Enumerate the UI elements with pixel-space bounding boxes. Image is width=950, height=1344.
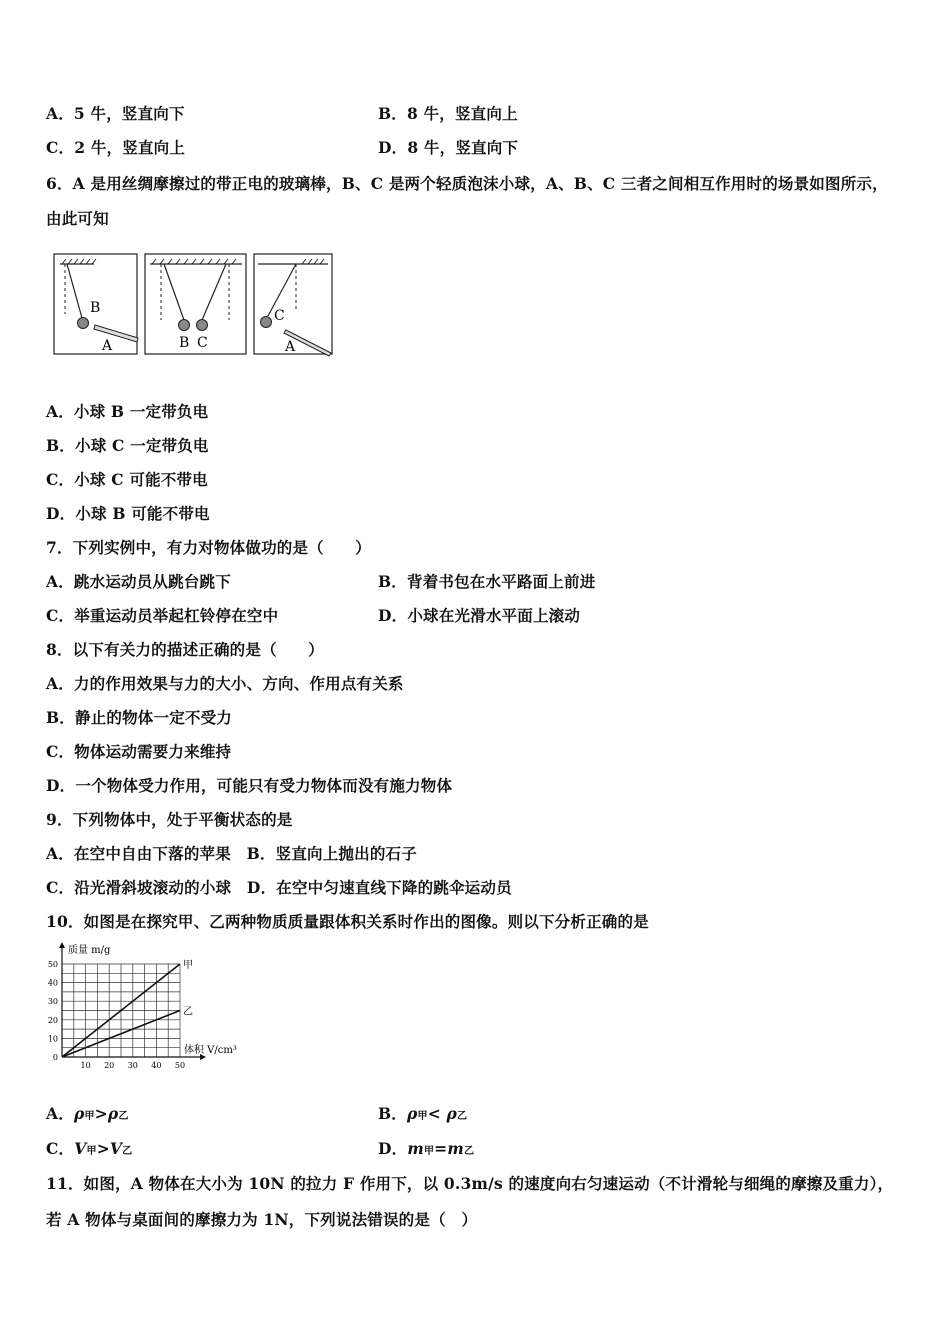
x-tick-label: 30 [127, 1061, 138, 1070]
q7-stem: 7．下列实例中，有力对物体做功的是（ ） [46, 538, 371, 557]
q10-option-d-left-sub: 甲 [423, 1146, 435, 1157]
q6-panel1-ball-label: B [90, 300, 101, 316]
q9-options-row2: C．沿光滑斜坡滚动的小球 D．在空中匀速直线下降的跳伞运动员 [46, 878, 512, 897]
q10-option-a-left: ρ [73, 1104, 85, 1123]
q10-option-a-right: ρ [107, 1104, 119, 1123]
q10-option-c-op: > [96, 1139, 110, 1158]
chart-series [62, 959, 193, 1057]
q8-option-b: B．静止的物体一定不受力 [46, 708, 233, 727]
q10-option-c-left-sub: 甲 [86, 1146, 97, 1157]
q10-option-d-right: m [447, 1139, 464, 1158]
q10-option-a-op: > [94, 1104, 108, 1123]
series-label-yi: 乙 [183, 1006, 193, 1018]
q10-option-b-op: < [427, 1104, 447, 1123]
x-tick-label: 20 [104, 1061, 115, 1070]
q6-option-a: A．小球 B 一定带负电 [46, 402, 209, 421]
ball-c-icon [261, 317, 272, 328]
q6-stem-line2: 由此可知 [46, 209, 109, 228]
q10-option-a-left-sub: 甲 [84, 1111, 95, 1122]
y-tick-label: 50 [47, 960, 58, 969]
ball-b-icon [78, 318, 89, 329]
q10-option-c-label: C． [46, 1139, 75, 1158]
q10-option-c-left: V [74, 1139, 87, 1158]
q10-option-d [378, 1137, 474, 1159]
rod-a-icon [94, 325, 138, 342]
q10-option-a-label: A． [46, 1104, 74, 1123]
y-tick-label: 30 [47, 997, 58, 1007]
q7-option-a: A．跳水运动员从跳台跳下 [46, 572, 231, 591]
q9-stem: 9．下列物体中，处于平衡状态的是 [46, 810, 293, 829]
q8-option-d: D．一个物体受力作用，可能只有受力物体而没有施力物体 [46, 776, 453, 795]
q10-option-a [46, 1102, 129, 1124]
q10-option-b-left-sub: 甲 [417, 1111, 428, 1122]
q10-stem: 10．如图是在探究甲、乙两种物质质量跟体积关系时作出的图像。则以下分析正确的是 [46, 912, 649, 931]
q7-option-b: B．背着书包在水平路面上前进 [378, 572, 596, 591]
x-tick-label: 50 [174, 1061, 186, 1070]
q11-stem-line2: 若 A 物体与桌面间的摩擦力为 1N，下列说法错误的是（ ） [46, 1210, 478, 1229]
q8-option-a: A．力的作用效果与力的大小、方向、作用点有关系 [46, 674, 404, 693]
x-tick-label: 10 [80, 1061, 91, 1070]
q10-option-d-label: D． [378, 1139, 408, 1158]
q5-option-a: A．5 牛，竖直向下 [46, 104, 185, 123]
q6-panel3-ball-label: C [274, 308, 285, 324]
q9-options-row1: A．在空中自由下落的苹果 B．竖直向上抛出的石子 [46, 844, 417, 863]
q6-panel1-rod-label: A [102, 338, 113, 354]
ball-b-icon [179, 320, 190, 331]
chart-x-axis-label: 体积 V/cm³ [184, 1045, 237, 1056]
q8-stem: 8．以下有关力的描述正确的是（ ） [46, 640, 324, 659]
q6-panel2-ball-right-label: C [197, 335, 208, 351]
q10-option-a-right-sub: 乙 [118, 1111, 129, 1122]
q10-option-b-right-sub: 乙 [457, 1111, 468, 1122]
y-tick-label: 0 [52, 1053, 58, 1062]
chart-y-axis-label: 质量 m/g [68, 945, 111, 956]
q5-option-d: D．8 牛，竖直向下 [378, 138, 519, 157]
y-tick-label: 20 [47, 1015, 58, 1025]
q6-panel-2 [145, 254, 246, 354]
q7-option-c: C．举重运动员举起杠铃停在空中 [46, 606, 279, 625]
q6-stem-line1: 6．A 是用丝绸摩擦过的带正电的玻璃棒，B、C 是两个轻质泡沫小球，A、B、C 三者之间相互作用时的场景如图所示， [46, 174, 888, 193]
q10-option-c [46, 1137, 132, 1159]
q10-option-c-right-sub: 乙 [122, 1146, 133, 1157]
q6-panel2-ball-left-label: B [179, 335, 190, 351]
q10-option-b-label: B． [378, 1104, 408, 1123]
q10-option-b-left: ρ [407, 1104, 418, 1123]
q6-option-b: B．小球 C 一定带负电 [46, 436, 209, 455]
q10-option-d-left: m [407, 1139, 424, 1158]
q6-panel3-rod-label: A [285, 339, 296, 355]
x-tick-label: 40 [151, 1061, 162, 1070]
q6-option-d: D．小球 B 可能不带电 [46, 504, 210, 523]
q10-mass-volume-chart [40, 940, 255, 1070]
q5-option-c: C．2 牛，竖直向上 [46, 138, 186, 157]
q10-option-d-op: = [434, 1139, 448, 1158]
q10-option-b [378, 1102, 467, 1124]
q6-figure [52, 252, 342, 362]
q10-option-b-right: ρ [446, 1104, 458, 1123]
y-tick-label: 40 [47, 978, 58, 988]
q6-panel-3 [254, 254, 332, 356]
ball-c-icon [197, 320, 208, 331]
q11-stem-line1: 11．如图，A 物体在大小为 10N 的拉力 F 作用下，以 0.3m/s 的速度向右匀速运动（不计滑轮与细绳的摩擦及重力）， [46, 1174, 894, 1193]
series-label-jia: 甲 [183, 960, 193, 971]
q5-option-b: B．8 牛，竖直向上 [378, 104, 518, 123]
q10-option-d-right-sub: 乙 [463, 1146, 475, 1157]
q7-option-d: D．小球在光滑水平面上滚动 [378, 606, 581, 625]
y-tick-label: 10 [47, 1034, 58, 1044]
q10-option-c-right: V [109, 1139, 123, 1158]
q8-option-c: C．物体运动需要力来维持 [46, 742, 232, 761]
q6-option-c: C．小球 C 可能不带电 [46, 470, 208, 489]
q6-panel-1 [54, 254, 138, 354]
